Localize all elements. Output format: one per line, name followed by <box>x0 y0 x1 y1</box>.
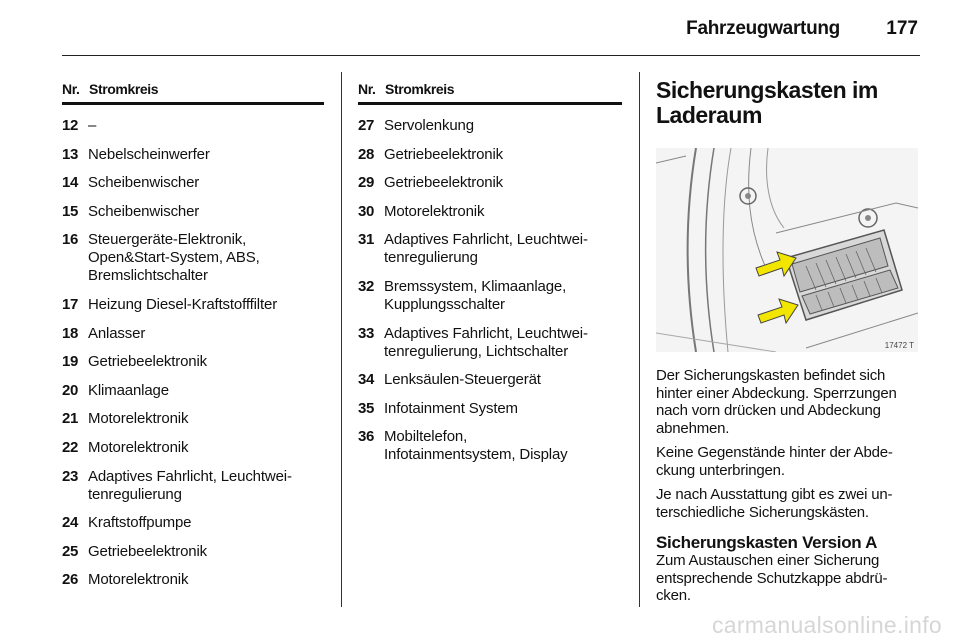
table-row <box>358 371 622 389</box>
table-row <box>62 325 324 343</box>
fuse-number: 30 <box>358 202 375 220</box>
text-line: Je nach Ausstattung gibt es zwei un- <box>656 486 893 503</box>
text-line: cken. <box>656 587 691 604</box>
fuse-number: 29 <box>358 174 375 192</box>
table-rows <box>358 117 622 464</box>
fuse-number: 17 <box>62 295 79 313</box>
page-header <box>62 0 920 56</box>
fuse-circuit: Getriebeelektronik <box>384 174 504 192</box>
fuse-circuit <box>384 231 622 267</box>
fuse-number: 31 <box>358 231 375 249</box>
fuse-number: 13 <box>62 145 79 163</box>
table-row <box>62 117 324 135</box>
fuse-circuit-line: Adaptives Fahrlicht, Leuchtwei- <box>384 231 588 249</box>
text-line: Keine Gegenstände hinter der Abde- <box>656 444 893 461</box>
fuse-circuit-line: tenregulierung, Lichtschalter <box>384 342 569 360</box>
fuse-number: 16 <box>62 231 79 249</box>
table-row <box>62 382 324 400</box>
table-rows <box>62 117 324 589</box>
fuse-circuit-line: Open&Start-System, ABS, <box>88 249 260 267</box>
fuse-number: 25 <box>62 542 79 560</box>
table-row <box>358 146 622 164</box>
fuse-circuit-line: Adaptives Fahrlicht, Leuchtwei- <box>88 467 292 485</box>
fuse-number: 23 <box>62 467 79 485</box>
sub-paragraph <box>656 552 922 605</box>
figure-label: 17472 T <box>884 341 914 350</box>
text-line: terschiedliche Sicherungskästen. <box>656 503 869 521</box>
table-row <box>358 428 622 464</box>
fuse-circuit-line: Infotainmentsystem, Display <box>384 446 568 464</box>
fuse-circuit: Kraftstoffpumpe <box>88 514 192 532</box>
fuse-number: 35 <box>358 399 375 417</box>
fuse-table-left <box>62 81 324 600</box>
fuse-circuit-line: Steuergeräte-Elektronik, <box>88 231 247 249</box>
section-body <box>656 367 922 521</box>
fuse-number: 28 <box>358 145 375 163</box>
table-row <box>358 174 622 192</box>
section-title-line: Laderaum <box>656 102 762 128</box>
fuse-number: 12 <box>62 117 79 134</box>
fuse-circuit: Heizung Diesel-Kraftstofffilter <box>88 295 278 313</box>
fuse-circuit-line: tenregulierung <box>384 249 478 267</box>
table-row <box>62 353 324 371</box>
watermark-text: carmanualsonline.info <box>711 612 942 638</box>
fuse-circuit-line: Bremssystem, Klimaanlage, <box>384 277 567 295</box>
table-row <box>358 325 622 361</box>
section-title-line: Sicherungskasten im <box>656 77 878 103</box>
fuse-circuit-line: Kupplungsschalter <box>384 295 505 313</box>
fuse-number: 22 <box>62 438 79 456</box>
fuse-circuit-line: Adaptives Fahrlicht, Leuchtwei- <box>384 324 588 342</box>
fuse-number: 21 <box>62 410 79 428</box>
header-title: Fahrzeugwartung <box>686 18 840 39</box>
fuse-circuit: Getriebeelektronik <box>88 353 208 371</box>
table-row <box>62 174 324 192</box>
fuse-number: 26 <box>62 571 79 589</box>
body-paragraph <box>656 367 922 437</box>
page-number: 177 <box>886 18 918 39</box>
column-divider <box>639 72 640 607</box>
table-row <box>358 203 622 221</box>
text-line: hinter einer Abdeckung. Sperrzungen <box>656 384 897 402</box>
text-line: abnehmen. <box>656 419 730 437</box>
fuse-number: 32 <box>358 277 375 295</box>
body-paragraph <box>656 444 922 479</box>
fuse-circuit: Scheibenwischer <box>88 202 200 220</box>
fuse-number: 15 <box>62 202 79 220</box>
table-row <box>62 203 324 221</box>
cargo-area-illustration <box>656 148 918 352</box>
col-circuit-header: Stromkreis <box>385 81 455 97</box>
fuse-number: 24 <box>62 514 79 532</box>
fuse-number: 19 <box>62 353 79 371</box>
fuse-circuit-line: tenregulierung <box>88 485 182 503</box>
fuse-circuit: Lenksäulen-Steuergerät <box>384 371 541 389</box>
fuse-circuit: Klimaanlage <box>88 381 169 399</box>
section-title <box>656 78 922 128</box>
table-row <box>358 231 622 267</box>
fuse-circuit: Servolenkung <box>384 117 474 134</box>
table-row <box>62 543 324 561</box>
section-column <box>656 78 922 612</box>
col-circuit-header: Stromkreis <box>89 81 159 97</box>
fuse-circuit <box>88 231 324 285</box>
fuse-circuit <box>384 278 622 314</box>
fuse-number: 33 <box>358 324 375 342</box>
fuse-number: 27 <box>358 117 375 134</box>
fuse-circuit: Scheibenwischer <box>88 174 200 192</box>
table-row <box>62 514 324 532</box>
fuse-circuit: Getriebeelektronik <box>384 145 504 163</box>
text-line: Zum Austauschen einer Sicherung <box>656 552 880 569</box>
fuse-circuit: Getriebeelektronik <box>88 542 208 560</box>
col-nr-header: Nr. <box>358 81 376 97</box>
table-header <box>62 81 324 105</box>
col-nr-header: Nr. <box>62 81 80 97</box>
table-row <box>358 117 622 135</box>
fuse-number: 34 <box>358 371 375 389</box>
column-divider <box>341 72 342 607</box>
fuse-circuit: Motorelektronik <box>88 438 189 456</box>
table-row <box>62 571 324 589</box>
table-row <box>358 278 622 314</box>
fuse-circuit: Nebelscheinwerfer <box>88 145 210 163</box>
fuse-circuit <box>88 468 324 504</box>
fuse-circuit: Anlasser <box>88 324 146 342</box>
fuse-circuit-line: Bremslichtschalter <box>88 267 208 285</box>
body-paragraph <box>656 486 922 521</box>
fuse-number: 14 <box>62 174 79 192</box>
fuse-circuit-line: Mobiltelefon, <box>384 428 468 446</box>
text-line: entsprechende Schutzkappe abdrü- <box>656 569 888 587</box>
fuse-circuit: – <box>88 117 97 134</box>
fuse-circuit: Infotainment System <box>384 399 518 417</box>
fuse-number: 18 <box>62 324 79 342</box>
table-row <box>62 296 324 314</box>
fuse-circuit: Motorelektronik <box>88 571 189 589</box>
fuse-number: 36 <box>358 428 375 446</box>
text-line: ckung unterbringen. <box>656 461 785 479</box>
table-row <box>358 400 622 418</box>
table-row <box>62 231 324 285</box>
fuse-circuit: Motorelektronik <box>88 410 189 428</box>
fuse-circuit: Motorelektronik <box>384 202 485 220</box>
fuse-circuit <box>384 428 622 464</box>
fuse-circuit <box>384 325 622 361</box>
subheading: Sicherungskasten Version A <box>656 533 878 552</box>
fuse-table-right <box>358 81 622 475</box>
text-line: Der Sicherungskasten befindet sich <box>656 367 886 384</box>
text-line: nach vorn drücken und Abdeckung <box>656 402 881 419</box>
fuse-box-figure <box>656 148 918 352</box>
table-row <box>62 439 324 457</box>
table-row <box>62 146 324 164</box>
table-header <box>358 81 622 105</box>
table-row <box>62 468 324 504</box>
table-row <box>62 410 324 428</box>
fuse-number: 20 <box>62 381 79 399</box>
